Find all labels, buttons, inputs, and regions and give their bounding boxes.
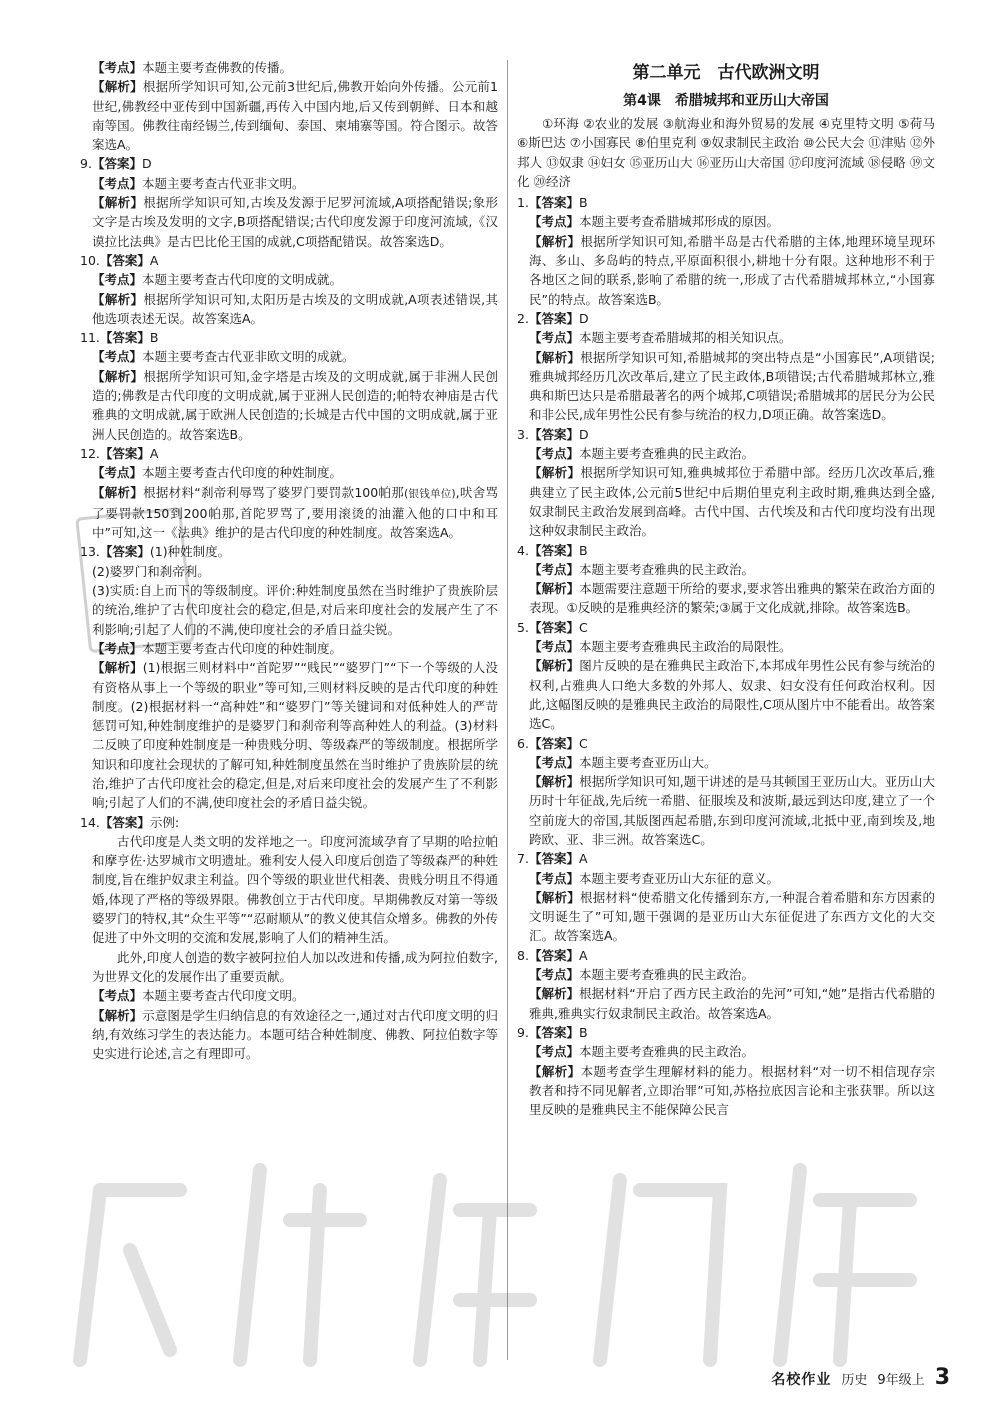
left-q8-jiexi: 【解析】根据所学知识可知,公元前3世纪后,佛教开始向外传播。公元前1世纪,佛教经中亚传到中国新疆,再传入中国内地,后又传到朝鲜、日本和越南等国。佛教往南经锡兰,传到缅甸、泰国、柬埔寨等国。符合图示。故答案选A。 [92,79,498,153]
right-q2-jiexi: 【解析】根据所学知识可知,希腊城邦的突出特点是“小国寡民”,A项错误;雅典城邦经历几次改革后,建立了民主政体,B项错误;古代希腊城邦林立,雅典和斯巴达只是希腊最著名的两个城邦,C项错误;希腊城邦的居民分为公民和非公民,成年男性公民有参与统治的权力,D项正确。故答案选D。 [529,349,935,423]
right-q9-answer: 9.【答案】B [517,1024,588,1040]
left-q11-kaodian: 【考点】本题主要考查古代亚非欧文明的成就。 [92,349,355,365]
right-q2-kaodian: 【考点】本题主要考查希腊城邦的相关知识点。 [529,330,792,346]
right-q4-kaodian: 【考点】本题主要考查雅典的民主政治。 [529,561,755,577]
right-column [517,58,935,1119]
left-q13-answer: 13.【答案】(1)种姓制度。 [80,544,231,560]
left-q14-para1: 古代印度是人类文明的发祥地之一。印度河流域孕育了早期的哈拉帕和摩亨佐·达罗城市文明遗址。雅利安人侵入印度后创造了等级森严的种姓制度,旨在维护奴隶主利益。四个等级的职业世代相袭、贵贱分明且不得通婚,体现了严格的等级界限。佛教创立于古代印度。早期佛教反对第一等级婆罗门的特权,其“众生平等”“忍耐顺从”的教义使其信众增多。佛教的外传促进了中外文明的交流和发展,影响了人们的精神生活。 [92,833,498,946]
watermark-graphic [60,1130,940,1380]
left-q9-answer: 9.【答案】D [80,156,152,172]
left-q13-kaodian: 【考点】本题主要考查古代印度的种姓制度。 [92,640,343,656]
right-q3-jiexi: 【解析】根据所学知识可知,雅典城邦位于希腊中部。经历几次改革后,雅典建立了民主政体,公元前5世纪中后期伯里克利主政时期,雅典达到全盛,奴隶制民主政治发展到高峰。古代中国、古代埃及和古代印度均没有出现这种奴隶制民主政治。 [529,465,935,539]
unit-title: 第二单元 古代欧洲文明 [632,63,820,83]
column-divider [507,60,508,1360]
right-q7-answer: 7.【答案】A [517,851,588,867]
left-q14-para2: 此外,印度人创造的数字被阿拉伯人加以改进和传播,成为阿拉伯数字,为世界文化的发展作出了重要贡献。 [92,949,498,984]
footer-subject: 历史 [841,1373,868,1388]
right-q3-kaodian: 【考点】本题主要考查雅典的民主政治。 [529,446,755,462]
right-q9-kaodian: 【考点】本题主要考查雅典的民主政治。 [529,1044,755,1060]
right-q4-jiexi: 【解析】本题需要注意题干所给的要求,要求答出雅典的繁荣在政治方面的表现。①反映的是雅典经济的繁荣;③属于文化成就,排除。故答案选B。 [529,581,935,616]
left-q8-kaodian: 【考点】本题主要考查佛教的传播。 [92,60,293,75]
right-q4-answer: 4.【答案】B [517,542,588,558]
right-q1-kaodian: 【考点】本题主要考查希腊城邦形成的原因。 [529,214,780,230]
left-q10-kaodian: 【考点】本题主要考查古代印度的文明成就。 [92,272,343,288]
left-column [80,58,498,1063]
footer-brand: 名校作业 [771,1372,832,1388]
right-q5-kaodian: 【考点】本题主要考查雅典民主政治的局限性。 [529,639,792,655]
left-q12-answer: 12.【答案】A [80,445,159,461]
footer-grade: 9年级上 [877,1373,925,1388]
right-q5-answer: 5.【答案】C [517,619,588,635]
page-number: 3 [934,1365,950,1390]
right-q6-answer: 6.【答案】C [517,735,588,751]
left-q11-jiexi: 【解析】根据所学知识可知,金字塔是古埃及的文明成就,属于非洲人民创造的;佛教是古代印度的文明成就,属于亚洲人民创造的;帕特农神庙是古代雅典的文明成就,属于欧洲人民创造的;长城是古代中国的文明成就,属于亚洲人民创造的。故答案选B。 [92,368,498,442]
left-q11-answer: 11.【答案】B [80,330,159,346]
left-q12-kaodian: 【考点】本题主要考查古代印度的种姓制度。 [92,465,343,481]
right-q8-answer: 8.【答案】A [517,947,588,963]
right-q6-jiexi: 【解析】根据所学知识可知,题干讲述的是马其顿国王亚历山大。亚历山大历时十年征战,先后统一希腊、征服埃及和波斯,最远到达印度,建立了一个空前庞大的帝国,其版图西起希腊,东到印度河流域,北抵中亚,南到埃及,地跨欧、亚、非三洲。故答案选C。 [529,774,935,847]
right-q6-kaodian: 【考点】本题主要考查亚历山大。 [529,754,717,770]
right-q7-kaodian: 【考点】本题主要考查亚历山大东征的意义。 [529,870,780,886]
left-q9-kaodian: 【考点】本题主要考查古代亚非文明。 [92,175,305,191]
left-q13-jiexi: 【解析】(1)根据三则材料中“首陀罗”“贱民”“婆罗门”“下一个等级的人没有资格从事上一个等级的职业”等可知,三则材料反映的是古代印度的种姓制度。(2)根据材料一“高种姓”和“婆罗门”等关键词和对低种姓人的严苛惩罚可知,种姓制度维护的是婆罗门和刹帝利等高种姓人的利益。(3)材料二反映了印度种姓制度是一种贵贱分明、等级森严的等级制度。根据所学知识和印度社会现状的了解可知,种姓制度虽然在当时维护了贵族阶层的统治,维护了古代印度社会的稳定,但是,对后来印度社会的发展产生了不利影响;引起了人们的不满,使印度社会的矛盾日益尖锐。 [92,660,498,811]
right-q3-answer: 3.【答案】D [517,426,589,442]
right-q1-answer: 1.【答案】B [517,195,588,211]
left-q10-answer: 10.【答案】A [80,252,159,268]
right-q1-jiexi: 【解析】根据所学知识可知,希腊半岛是古代希腊的主体,地理环境呈现环海、多山、多岛屿的特点,平原面积很小,耕地十分有限。这种地形不利于各地区之间的联系,影响了希腊的统一,形成了古代希腊城邦林立,“小国寡民”的特点。故答案选B。 [529,233,935,307]
right-q5-jiexi: 【解析】图片反映的是在雅典民主政治下,本邦成年男性公民有参与统治的权利,占雅典人口绝大多数的外邦人、奴隶、妇女没有任何政治权利。因此,这幅图反映的是雅典民主政治的局限性,C项从图片中不能看出。故答案选C。 [529,658,935,732]
page-footer [771,1365,950,1390]
left-q9-jiexi: 【解析】根据所学知识可知,古埃及发源于尼罗河流域,A项搭配错误;象形文字是古埃及发明的文字,B项搭配错误;古代印度发源于印度河流域,《汉谟拉比法典》是古巴比伦王国的成就,C项搭配错误。故答案选D。 [92,195,498,249]
right-q8-kaodian: 【考点】本题主要考查雅典的民主政治。 [529,967,755,983]
left-q14-jiexi: 【解析】示意图是学生归纳信息的有效途径之一,通过对古代印度文明的归纳,有效练习学生的表达能力。本题可结合种姓制度、佛教、阿拉伯数字等史实进行论述,言之有理即可。 [92,1007,498,1062]
lesson-title: 第4课 希腊城邦和亚历山大帝国 [623,93,829,109]
fill-answers: ①环海 ②农业的发展 ③航海业和海外贸易的发展 ④克里特文明 ⑤荷马 ⑥斯巴达 ⑦小国寡民 ⑧伯里克利 ⑨奴隶制民主政治 ⑩公民大会 ⑪津贴 ⑫外邦人 ⑬奴隶 ⑭妇女 ⑮亚历山大 ⑯亚历山大帝国 ⑰印度河流域 ⑱侵略 ⑲文化 ⑳经济 [517,116,935,189]
left-q12-jiexi: 【解析】根据材料“刹帝利辱骂了婆罗门要罚款100帕那(银钱单位),吠舍骂了要罚款150到200帕那,首陀罗骂了,要用滚烫的油灌入他的口中和耳中”可知,这一《法典》维护的是古代印度的种姓制度。故答案选A。 [92,484,498,541]
left-q14-kaodian: 【考点】本题主要考查古代印度文明。 [92,988,305,1004]
left-q13-line3: (3)实质:自上而下的等级制度。评价:种姓制度虽然在当时维护了贵族阶层的统治,维护了古代印度社会的稳定,但是,对后来印度社会的发展产生了不利影响;引起了人们的不满,使印度社会的矛盾日益尖锐。 [92,583,498,637]
left-q14-answer: 14.【答案】示例: [80,814,180,830]
left-q13-line2: (2)婆罗门和刹帝利。 [92,563,210,579]
right-q7-jiexi: 【解析】根据材料“使希腊文化传播到东方,一种混合着希腊和东方因素的文明诞生了”可知,题干强调的是亚历山大东征促进了东西方文化的大交汇。故答案选A。 [529,889,935,944]
right-q2-answer: 2.【答案】D [517,310,589,326]
right-q8-jiexi: 【解析】根据材料“开启了西方民主政治的先河”可知,“她”是指古代希腊的雅典,雅典实行奴隶制民主政治。故答案选A。 [529,986,935,1021]
left-q10-jiexi: 【解析】根据所学知识可知,太阳历是古埃及的文明成就,A项表述错误,其他选项表述无误。故答案选A。 [92,291,498,326]
right-q9-jiexi: 【解析】本题考查学生理解材料的能力。根据材料“对一切不相信现存宗教者和持不同见解者,立即治罪”可知,苏格拉底因言论和主张获罪。所以这里反映的是雅典民主不能保障公民言 [529,1063,935,1118]
